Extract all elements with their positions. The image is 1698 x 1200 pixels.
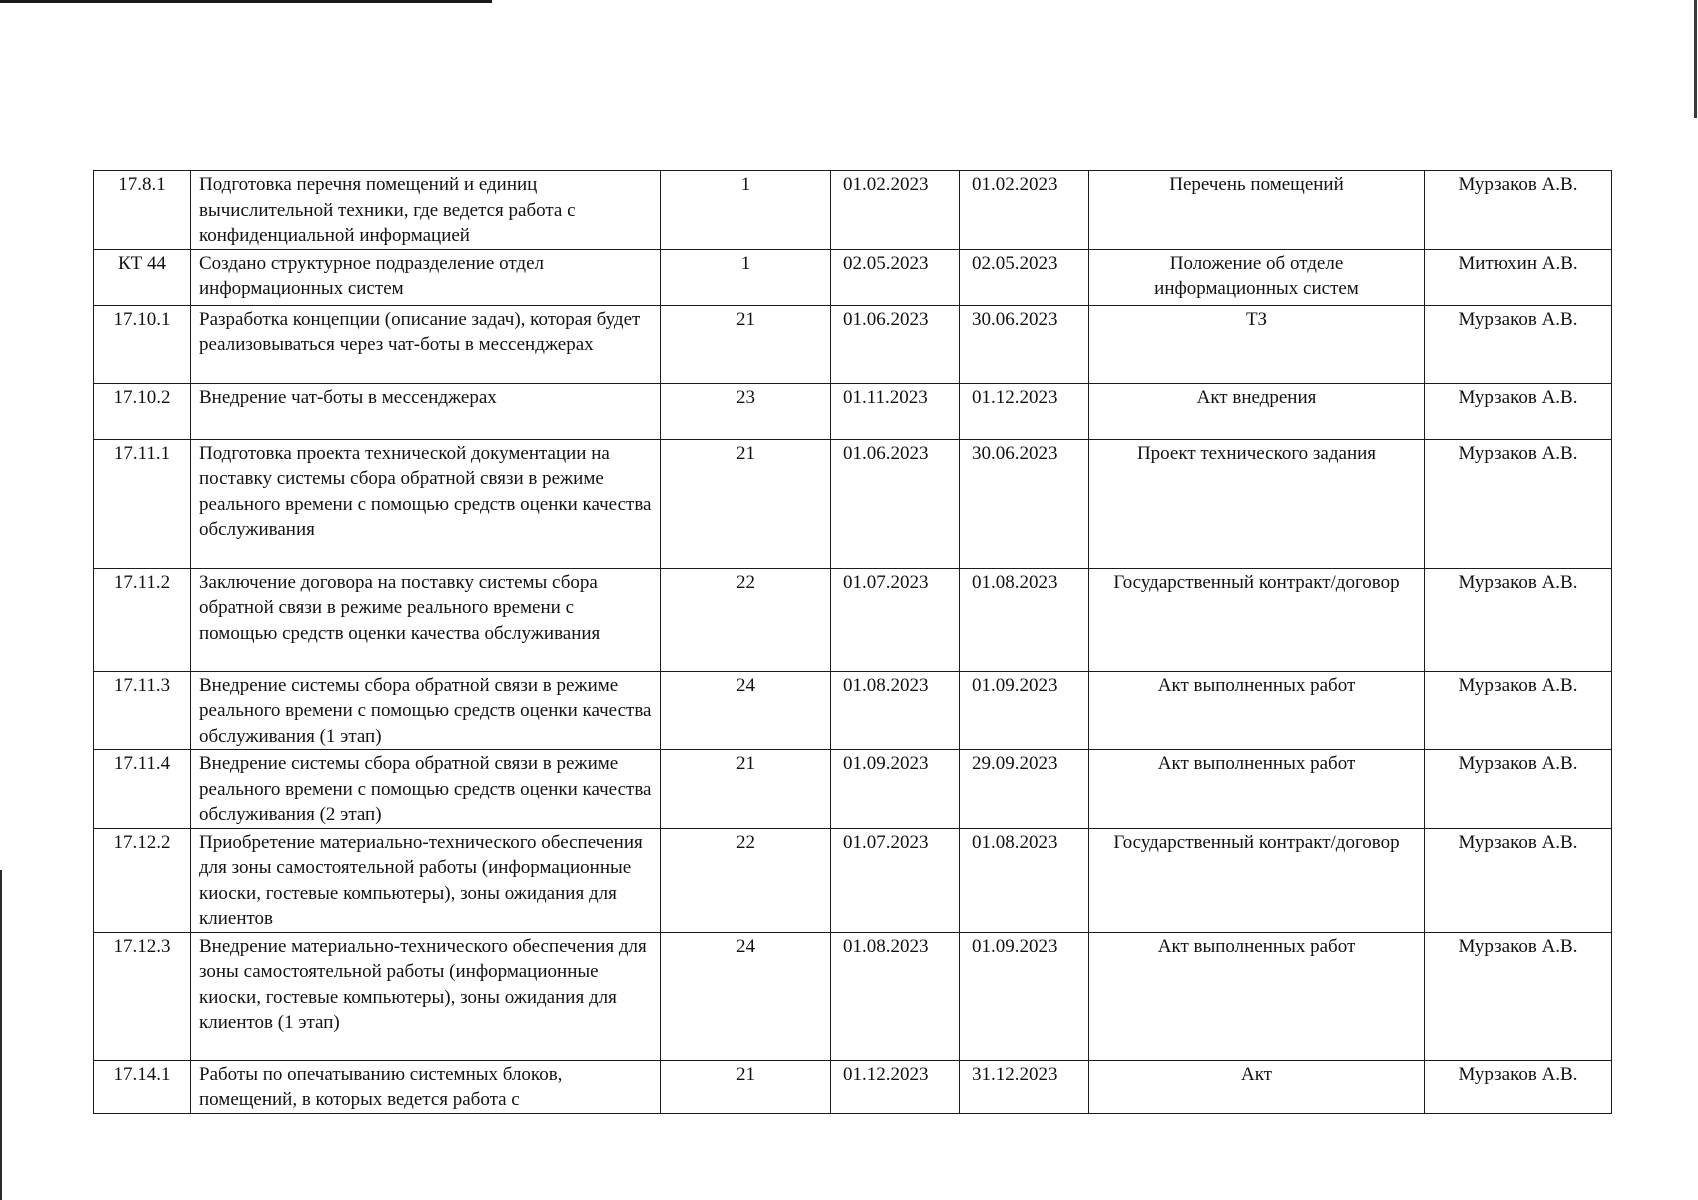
start-date-cell: 01.06.2023 <box>831 439 960 568</box>
table-body <box>94 171 1612 1114</box>
task-name-cell: Внедрение чат-боты в мессенджерах <box>191 383 661 439</box>
responsible-person-cell: Мурзаков А.В. <box>1425 1060 1612 1113</box>
duration-cell: 21 <box>661 439 831 568</box>
start-date-cell: 01.07.2023 <box>831 568 960 671</box>
duration-cell: 21 <box>661 1060 831 1113</box>
duration-cell: 22 <box>661 568 831 671</box>
task-number-cell: 17.8.1 <box>94 171 191 250</box>
end-date-cell: 01.12.2023 <box>960 383 1089 439</box>
result-document-cell: Акт <box>1089 1060 1425 1113</box>
end-date-cell: 01.09.2023 <box>960 671 1089 750</box>
table-row <box>94 305 1612 383</box>
task-name-cell: Подготовка перечня помещений и единиц вычислительной техники, где ведется работа с конфиденциальной информацией <box>191 171 661 250</box>
responsible-person-cell: Мурзаков А.В. <box>1425 171 1612 250</box>
result-document-cell: Акт выполненных работ <box>1089 671 1425 750</box>
start-date-cell: 01.12.2023 <box>831 1060 960 1113</box>
duration-cell: 21 <box>661 750 831 829</box>
table-row <box>94 932 1612 1060</box>
duration-cell: 1 <box>661 249 831 305</box>
table-row <box>94 383 1612 439</box>
task-number-cell: 17.11.1 <box>94 439 191 568</box>
task-number-cell: 17.12.2 <box>94 828 191 932</box>
task-name-cell: Внедрение системы сбора обратной связи в режиме реального времени с помощью средств оценки качества обслуживания (1 этап) <box>191 671 661 750</box>
task-number-cell: 17.14.1 <box>94 1060 191 1113</box>
responsible-person-cell: Мурзаков А.В. <box>1425 932 1612 1060</box>
table-row <box>94 568 1612 671</box>
table-row <box>94 171 1612 250</box>
responsible-person-cell: Мурзаков А.В. <box>1425 568 1612 671</box>
start-date-cell: 02.05.2023 <box>831 249 960 305</box>
result-document-cell: Акт выполненных работ <box>1089 932 1425 1060</box>
task-number-cell: 17.11.2 <box>94 568 191 671</box>
duration-cell: 1 <box>661 171 831 250</box>
table-row <box>94 249 1612 305</box>
task-name-cell: Заключение договора на поставку системы сбора обратной связи в режиме реального времени с помощью средств оценки качества обслуживания <box>191 568 661 671</box>
scan-edge-line-top <box>0 0 492 3</box>
responsible-person-cell: Мурзаков А.В. <box>1425 828 1612 932</box>
task-number-cell: 17.12.3 <box>94 932 191 1060</box>
task-name-cell: Внедрение материально-технического обеспечения для зоны самостоятельной работы (информационные киоски, гостевые компьютеры), зоны ожидания для клиентов (1 этап) <box>191 932 661 1060</box>
task-name-cell: Внедрение системы сбора обратной связи в режиме реального времени с помощью средств оценки качества обслуживания (2 этап) <box>191 750 661 829</box>
table-row <box>94 439 1612 568</box>
responsible-person-cell: Мурзаков А.В. <box>1425 750 1612 829</box>
end-date-cell: 02.05.2023 <box>960 249 1089 305</box>
schedule-table <box>93 170 1612 1114</box>
end-date-cell: 31.12.2023 <box>960 1060 1089 1113</box>
result-document-cell: Проект технического задания <box>1089 439 1425 568</box>
result-document-cell: Государственный контракт/договор <box>1089 828 1425 932</box>
end-date-cell: 30.06.2023 <box>960 439 1089 568</box>
task-name-cell: Приобретение материально-технического обеспечения для зоны самостоятельной работы (информационные киоски, гостевые компьютеры), зоны ожидания для клиентов <box>191 828 661 932</box>
start-date-cell: 01.02.2023 <box>831 171 960 250</box>
responsible-person-cell: Мурзаков А.В. <box>1425 439 1612 568</box>
responsible-person-cell: Мурзаков А.В. <box>1425 383 1612 439</box>
task-name-cell: Создано структурное подразделение отдел информационных систем <box>191 249 661 305</box>
result-document-cell: Акт внедрения <box>1089 383 1425 439</box>
start-date-cell: 01.06.2023 <box>831 305 960 383</box>
duration-cell: 24 <box>661 932 831 1060</box>
start-date-cell: 01.08.2023 <box>831 671 960 750</box>
table-row <box>94 750 1612 829</box>
end-date-cell: 01.09.2023 <box>960 932 1089 1060</box>
scan-edge-mark-right <box>1694 0 1697 118</box>
responsible-person-cell: Митюхин А.В. <box>1425 249 1612 305</box>
task-number-cell: 17.11.3 <box>94 671 191 750</box>
result-document-cell: ТЗ <box>1089 305 1425 383</box>
start-date-cell: 01.07.2023 <box>831 828 960 932</box>
task-name-cell: Работы по опечатыванию системных блоков, помещений, в которых ведется работа с <box>191 1060 661 1113</box>
scan-edge-line-left <box>0 870 2 1200</box>
duration-cell: 24 <box>661 671 831 750</box>
task-name-cell: Подготовка проекта технической документации на поставку системы сбора обратной связи в режиме реального времени с помощью средств оценки качества обслуживания <box>191 439 661 568</box>
table-row <box>94 1060 1612 1113</box>
task-number-cell: 17.11.4 <box>94 750 191 829</box>
table-row <box>94 828 1612 932</box>
table-row <box>94 671 1612 750</box>
start-date-cell: 01.08.2023 <box>831 932 960 1060</box>
duration-cell: 23 <box>661 383 831 439</box>
result-document-cell: Государственный контракт/договор <box>1089 568 1425 671</box>
end-date-cell: 01.08.2023 <box>960 828 1089 932</box>
end-date-cell: 30.06.2023 <box>960 305 1089 383</box>
responsible-person-cell: Мурзаков А.В. <box>1425 305 1612 383</box>
task-number-cell: КТ 44 <box>94 249 191 305</box>
task-number-cell: 17.10.2 <box>94 383 191 439</box>
result-document-cell: Положение об отделе информационных систем <box>1089 249 1425 305</box>
end-date-cell: 01.02.2023 <box>960 171 1089 250</box>
task-name-cell: Разработка концепции (описание задач), которая будет реализовываться через чат-боты в мессенджерах <box>191 305 661 383</box>
result-document-cell: Перечень помещений <box>1089 171 1425 250</box>
start-date-cell: 01.09.2023 <box>831 750 960 829</box>
duration-cell: 22 <box>661 828 831 932</box>
start-date-cell: 01.11.2023 <box>831 383 960 439</box>
duration-cell: 21 <box>661 305 831 383</box>
end-date-cell: 29.09.2023 <box>960 750 1089 829</box>
responsible-person-cell: Мурзаков А.В. <box>1425 671 1612 750</box>
end-date-cell: 01.08.2023 <box>960 568 1089 671</box>
task-number-cell: 17.10.1 <box>94 305 191 383</box>
result-document-cell: Акт выполненных работ <box>1089 750 1425 829</box>
